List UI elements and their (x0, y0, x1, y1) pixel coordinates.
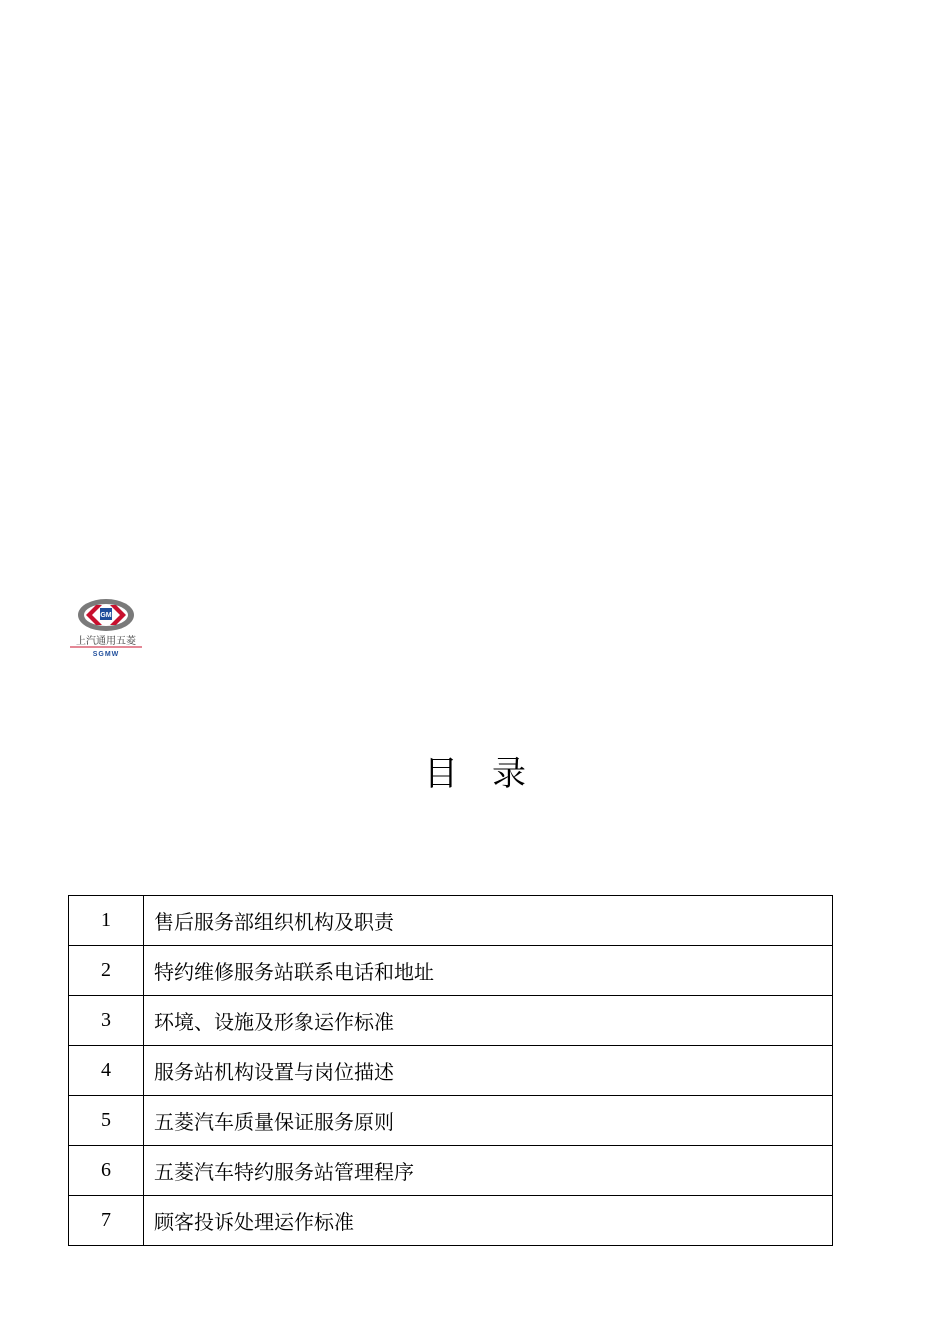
toc-row (69, 1046, 833, 1096)
toc-item-title: 顾客投诉处理运作标准 (144, 1196, 833, 1246)
logo-chinese-name: 上汽通用五菱 (76, 636, 136, 647)
logo-badge-text: GM (100, 612, 112, 619)
toc-row (69, 1096, 833, 1146)
toc-row (69, 1146, 833, 1196)
toc-item-number: 2 (69, 946, 144, 996)
toc-row (69, 896, 833, 946)
toc-item-number: 3 (69, 996, 144, 1046)
sgmw-logo-icon (66, 596, 146, 662)
toc-item-title: 五菱汽车质量保证服务原则 (144, 1096, 833, 1146)
toc-title: 目录 (424, 754, 560, 794)
toc-item-number: 5 (69, 1096, 144, 1146)
toc-item-number: 7 (69, 1196, 144, 1246)
toc-item-number: 6 (69, 1146, 144, 1196)
toc-row (69, 996, 833, 1046)
logo-english-name: SGMW (92, 651, 120, 658)
toc-row (69, 946, 833, 996)
toc-item-title: 服务站机构设置与岗位描述 (144, 1046, 833, 1096)
toc-table (68, 895, 833, 1246)
toc-item-title: 五菱汽车特约服务站管理程序 (144, 1146, 833, 1196)
toc-item-number: 1 (69, 896, 144, 946)
sgmw-logo (66, 596, 146, 662)
toc-item-number: 4 (69, 1046, 144, 1096)
toc-row (69, 1196, 833, 1246)
toc-item-title: 售后服务部组织机构及职责 (144, 896, 833, 946)
toc-item-title: 环境、设施及形象运作标准 (144, 996, 833, 1046)
toc-item-title: 特约维修服务站联系电话和地址 (144, 946, 833, 996)
